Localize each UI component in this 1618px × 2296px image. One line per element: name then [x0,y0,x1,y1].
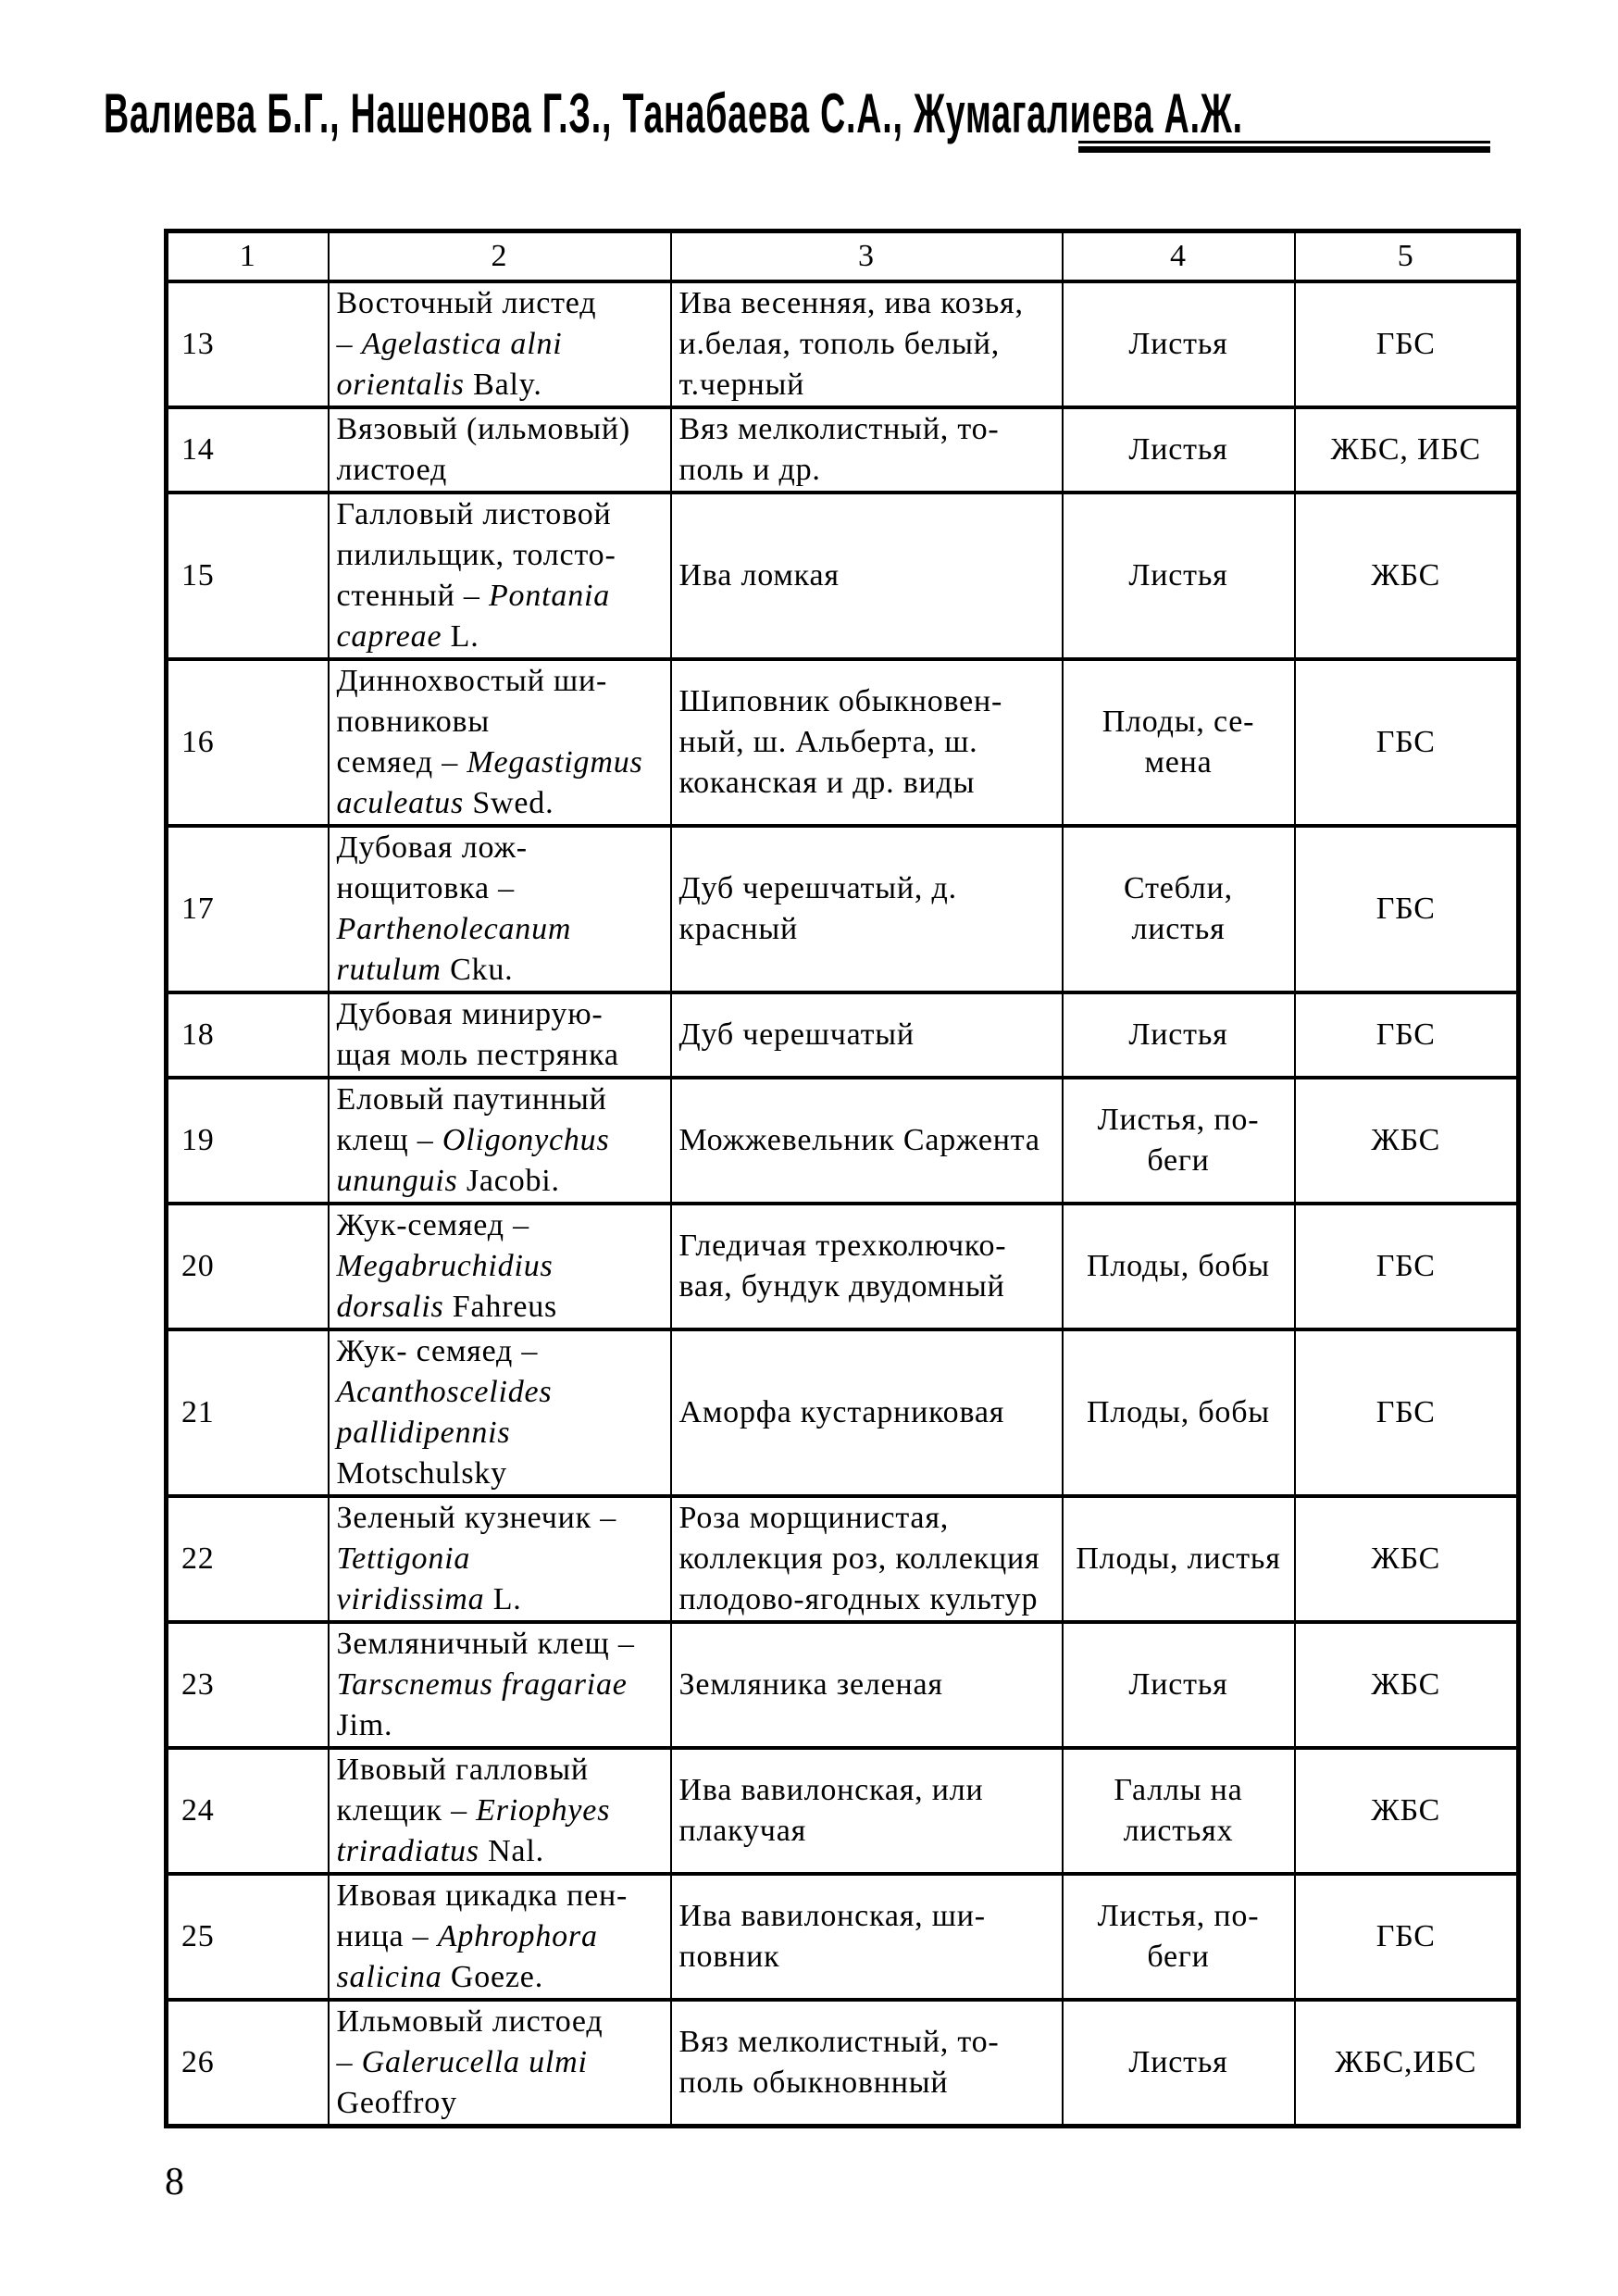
text-segment: L. [484,1582,522,1616]
cell-garden-code: ЖБС [1295,493,1519,659]
cell-pest-name [329,1748,671,1874]
text-segment: Плоды, бобы [1087,1249,1270,1283]
text-segment: листья [1131,912,1226,946]
cell-host-plants [671,2000,1063,2127]
cell-line [337,702,668,742]
cell-line [679,909,1060,950]
text-segment: Вязовый (ильмовый) [336,412,630,446]
text-segment: Дубовая лож- [336,830,528,865]
cell-row-number: 24 [167,1748,329,1874]
cell-garden-code: ГБС [1295,1329,1519,1496]
cell-garden-code: ЖБС [1295,1748,1519,1874]
text-segment: Листья [1128,432,1228,467]
table-row [167,826,1519,992]
cell-line [679,1498,1060,1539]
cell-damaged-organs [1063,1748,1295,1874]
text-segment: Земляника зеленая [678,1667,943,1702]
cell-garden-code: ГБС [1295,659,1519,826]
cell-line [337,1120,668,1161]
cell-garden-code: ГБС [1295,281,1519,407]
scientific-name-segment: Tarscnemus fragariae [336,1667,628,1702]
cell-host-plants [671,992,1063,1078]
text-segment: щая моль пестрянка [336,1038,619,1072]
scientific-name-segment: Parthenolecanum [336,912,572,946]
cell-line [1064,1100,1294,1141]
cell-damaged-organs [1063,1078,1295,1204]
text-segment: поль обыкновнный [678,2065,949,2100]
cell-line [679,365,1060,406]
cell-pest-name [329,992,671,1078]
text-segment: клещ – [336,1123,442,1157]
cell-line [679,1226,1060,1267]
cell-line [679,1579,1060,1620]
column-header-1: 1 [167,231,329,282]
cell-garden-code: ЖБС,ИБС [1295,2000,1519,2127]
text-segment: Ивовый галловый [336,1753,589,1787]
text-segment: коллекция роз, коллекция [678,1541,1040,1576]
text-segment: клещик – [336,1793,477,1828]
cell-line [679,1665,1060,1705]
cell-line [337,868,668,909]
cell-line [337,617,668,657]
text-segment: листьях [1123,1814,1234,1848]
text-segment: Jim. [336,1708,393,1742]
cell-line [679,2063,1060,2103]
cell-host-plants [671,1078,1063,1204]
cell-row-number: 14 [167,407,329,493]
scientific-name-segment: Agelastica alni [361,327,563,361]
table-row [167,407,1519,493]
table-row [167,1622,1519,1748]
text-segment: – [336,327,362,361]
text-segment: Ива вавилонская, ши- [678,1899,986,1933]
cell-line [679,450,1060,491]
cell-garden-code: ГБС [1295,1874,1519,2000]
header-row [167,231,1519,282]
table-row [167,1496,1519,1622]
cell-line [337,1331,668,1372]
text-segment: Диннохвостый ши- [336,664,608,698]
cell-line [337,1246,668,1287]
table-row [167,1078,1519,1204]
cell-line [1064,2042,1294,2083]
text-segment: стенный – [336,579,489,613]
cell-line [337,494,668,535]
cell-line [337,1750,668,1791]
column-header-5: 5 [1295,231,1519,282]
table-row [167,493,1519,659]
column-header-2: 2 [329,231,671,282]
table-header [167,231,1519,282]
cell-pest-name [329,281,671,407]
table-row [167,281,1519,407]
cell-row-number: 26 [167,2000,329,2127]
cell-garden-code: ГБС [1295,992,1519,1078]
cell-line [337,661,668,702]
cell-pest-name [329,1496,671,1622]
cell-pest-name [329,1874,671,2000]
cell-line [679,409,1060,450]
text-segment: Дубовая минирую- [336,997,604,1031]
cell-garden-code: ЖБС, ИБС [1295,407,1519,493]
cell-line [337,994,668,1035]
text-segment: Листья [1128,2045,1228,2079]
text-segment: Гледичая трехколючко- [678,1229,1007,1263]
scientific-name-segment: rutulum [336,953,442,987]
cell-host-plants [671,826,1063,992]
text-segment: коканская и др. виды [678,766,976,800]
cell-line [337,909,668,950]
cell-line [679,324,1060,365]
text-segment: Дуб черешчатый [678,1017,915,1052]
cell-line [337,1705,668,1746]
text-segment: Ильмовый листоед [336,2004,604,2039]
cell-garden-code: ГБС [1295,1204,1519,1329]
table-body [167,281,1519,2127]
authors-header: Валиева Б.Г., Нашенова Г.З., Танабаева С.А., Жумагалиева А.Ж. [104,81,1243,144]
cell-host-plants [671,493,1063,659]
cell-line [679,1770,1060,1811]
cell-line [337,1454,668,1494]
scientific-name-segment: Acanthoscelides [336,1375,553,1409]
cell-line [337,1205,668,1246]
cell-row-number: 19 [167,1078,329,1204]
text-segment: вая, бундук двудомный [678,1269,1005,1304]
cell-line [679,1811,1060,1852]
text-segment: листоед [336,453,448,487]
cell-line [337,1161,668,1202]
cell-host-plants [671,1748,1063,1874]
text-segment: Листья, по- [1097,1103,1260,1137]
text-segment: Swed. [464,786,554,820]
scientific-name-segment: Tettigonia [336,1541,471,1576]
cell-line [337,365,668,406]
cell-pest-name [329,2000,671,2127]
text-segment: ный, ш. Альберта, ш. [678,725,978,759]
text-segment: Жук-семяед – [336,1208,529,1242]
cell-line [679,283,1060,324]
scientific-name-segment: dorsalis [336,1290,444,1324]
cell-line [337,1498,668,1539]
text-segment: Галловый листовой [336,497,612,531]
cell-damaged-organs [1063,826,1295,992]
cell-line [1064,430,1294,470]
cell-line [1064,1015,1294,1055]
table-row [167,1874,1519,2000]
cell-host-plants [671,407,1063,493]
cell-line [337,1831,668,1872]
page-number: 8 [165,2161,184,2203]
text-segment: Ивовая цикадка пен- [336,1878,629,1913]
cell-line [679,1896,1060,1937]
cell-line [337,1665,668,1705]
scientific-name-segment: Oligonychus [442,1123,610,1157]
table-row [167,1329,1519,1496]
cell-pest-name [329,1329,671,1496]
scientific-name-segment: Galerucella ulmi [361,2045,588,2079]
scientific-name-segment: salicina [336,1960,442,1994]
cell-line [337,1539,668,1579]
cell-line [337,1413,668,1454]
cell-host-plants [671,281,1063,407]
text-segment: Geoffroy [336,2086,457,2120]
cell-row-number: 15 [167,493,329,659]
cell-line [1064,1539,1294,1579]
cell-line [337,1079,668,1120]
cell-line [679,763,1060,804]
scientific-name-segment: Aphrophora [437,1919,598,1953]
text-segment: Дуб черешчатый, д. [678,871,957,905]
cell-garden-code: ЖБС [1295,1622,1519,1748]
text-segment: Еловый паутинный [336,1082,607,1117]
scientific-name-segment: ununguis [336,1164,458,1198]
cell-pest-name [329,659,671,826]
cell-pest-name [329,1204,671,1329]
cell-line [337,783,668,824]
table-row [167,1204,1519,1329]
text-segment: Nal. [479,1834,544,1868]
cell-line [337,950,668,991]
cell-row-number: 21 [167,1329,329,1496]
text-segment: Листья [1128,1667,1228,1702]
text-segment: семяед – [336,745,467,780]
scientific-name-segment: pallidipennis [336,1416,511,1450]
text-segment: красный [678,912,799,946]
text-segment: Ива ломкая [678,558,840,593]
cell-line [1064,1896,1294,1937]
cell-line [1064,1937,1294,1978]
cell-line [1064,1811,1294,1852]
cell-line [1064,324,1294,365]
cell-line [337,2042,668,2083]
text-segment: нощитовка – [336,871,515,905]
text-segment: Аморфа кустарниковая [678,1395,1005,1429]
text-segment: ница – [336,1919,438,1953]
cell-pest-name [329,1622,671,1748]
cell-line [679,1539,1060,1579]
cell-damaged-organs [1063,1204,1295,1329]
scientific-name-segment: viridissima [336,1582,485,1616]
cell-damaged-organs [1063,992,1295,1078]
cell-line [337,1035,668,1076]
text-segment: Плоды, листья [1076,1541,1281,1576]
cell-line [337,1916,668,1957]
table-row [167,2000,1519,2127]
text-segment: Cku. [441,953,514,987]
column-header-3: 3 [671,231,1063,282]
cell-damaged-organs [1063,1874,1295,2000]
cell-host-plants [671,1622,1063,1748]
cell-line [679,555,1060,596]
scientific-name-segment: Pontania [488,579,611,613]
cell-line [1064,1246,1294,1287]
scientific-name-segment: orientalis [336,368,465,402]
text-segment: Вяз мелколистный, то- [678,412,1000,446]
text-segment: Можжевельник Саржента [678,1123,1040,1157]
cell-pest-name [329,493,671,659]
cell-row-number: 23 [167,1622,329,1748]
cell-host-plants [671,659,1063,826]
cell-line [337,576,668,617]
cell-line [679,1937,1060,1978]
text-segment: Земляничный клещ – [336,1627,635,1661]
cell-host-plants [671,1496,1063,1622]
cell-damaged-organs [1063,1496,1295,1622]
cell-line [337,1791,668,1831]
cell-line [1064,702,1294,742]
cell-line [337,409,668,450]
cell-row-number: 20 [167,1204,329,1329]
text-segment: Зеленый кузнечик – [336,1501,617,1535]
cell-line [337,450,668,491]
table-row [167,992,1519,1078]
column-header-4: 4 [1063,231,1295,282]
text-segment: беги [1147,1940,1210,1974]
scientific-name-segment: aculeatus [336,786,465,820]
text-segment: Вяз мелколистный, то- [678,2025,1000,2059]
cell-line [1064,909,1294,950]
text-segment: Стебли, [1124,871,1233,905]
table-row [167,1748,1519,1874]
cell-line [1064,555,1294,596]
cell-row-number: 22 [167,1496,329,1622]
cell-line [1064,868,1294,909]
cell-host-plants [671,1204,1063,1329]
scientific-name-segment: triradiatus [336,1834,479,1868]
scientific-name-segment: Megastigmus [467,745,643,780]
cell-row-number: 17 [167,826,329,992]
cell-pest-name [329,826,671,992]
text-segment: Роза морщинистая, [678,1501,950,1535]
cell-line [1064,1141,1294,1181]
cell-pest-name [329,407,671,493]
cell-line [679,1392,1060,1433]
cell-garden-code: ЖБС [1295,1496,1519,1622]
text-segment: поль и др. [678,453,821,487]
cell-row-number: 25 [167,1874,329,2000]
cell-garden-code: ГБС [1295,826,1519,992]
text-segment: Листья [1128,1017,1228,1052]
text-segment: т.черный [678,368,805,402]
scientific-name-segment: Megabruchidius [336,1249,554,1283]
text-segment: – [336,2045,362,2079]
cell-line [679,1015,1060,1055]
header-double-rule [1078,141,1490,153]
cell-pest-name [329,1078,671,1204]
text-segment: повник [678,1940,780,1974]
cell-line [337,2002,668,2042]
text-segment: Fahreus [443,1290,558,1324]
cell-line [337,828,668,868]
cell-line [337,1876,668,1916]
cell-host-plants [671,1329,1063,1496]
cell-line [337,324,668,365]
cell-line [337,1957,668,1998]
cell-line [679,868,1060,909]
cell-row-number: 16 [167,659,329,826]
cell-row-number: 13 [167,281,329,407]
pests-table [164,229,1521,2128]
text-segment: плакучая [678,1814,807,1848]
cell-line [337,1287,668,1328]
cell-line [1064,742,1294,783]
cell-damaged-organs [1063,659,1295,826]
cell-damaged-organs [1063,1622,1295,1748]
text-segment: плодово-ягодных культур [678,1582,1039,1616]
text-segment: Листья [1128,327,1228,361]
text-segment: Motschulsky [336,1456,507,1491]
text-segment: пилильщик, толсто- [336,538,616,572]
cell-garden-code: ЖБС [1295,1078,1519,1204]
text-segment: Goeze. [442,1960,543,1994]
text-segment: Жук- семяед – [336,1334,539,1368]
cell-damaged-organs [1063,2000,1295,2127]
text-segment: повниковы [336,705,491,739]
cell-damaged-organs [1063,407,1295,493]
cell-line [337,1372,668,1413]
scientific-name-segment: capreae [336,619,442,654]
text-segment: Jacobi. [457,1164,560,1198]
cell-line [337,1579,668,1620]
cell-line [679,681,1060,722]
text-segment: Галлы на [1114,1773,1243,1807]
text-segment: Шиповник обыкновен- [678,684,1003,718]
text-segment: Ива вавилонская, или [678,1773,984,1807]
cell-line [337,283,668,324]
cell-line [1064,1392,1294,1433]
text-segment: мена [1144,745,1213,780]
cell-line [679,1267,1060,1307]
text-segment: Плоды, бобы [1087,1395,1270,1429]
cell-line [337,535,668,576]
cell-line [1064,1770,1294,1811]
cell-damaged-organs [1063,493,1295,659]
cell-host-plants [671,1874,1063,2000]
cell-line [337,2083,668,2124]
text-segment: Плоды, се- [1101,705,1255,739]
text-segment: Восточный листед [336,286,597,320]
cell-line [679,722,1060,763]
cell-row-number: 18 [167,992,329,1078]
cell-line [679,1120,1060,1161]
cell-line [679,2022,1060,2063]
text-segment: Baly. [464,368,542,402]
cell-damaged-organs [1063,281,1295,407]
scientific-name-segment: Eriophyes [476,1793,611,1828]
text-segment: и.белая, тополь белый, [678,327,1001,361]
text-segment: Листья [1128,558,1228,593]
text-segment: Листья, по- [1097,1899,1260,1933]
cell-damaged-organs [1063,1329,1295,1496]
cell-line [337,1624,668,1665]
text-segment: Ива весенняя, ива козья, [678,286,1024,320]
text-segment: беги [1147,1143,1210,1178]
cell-line [337,742,668,783]
table-row [167,659,1519,826]
text-segment: L. [442,619,479,654]
cell-line [1064,1665,1294,1705]
